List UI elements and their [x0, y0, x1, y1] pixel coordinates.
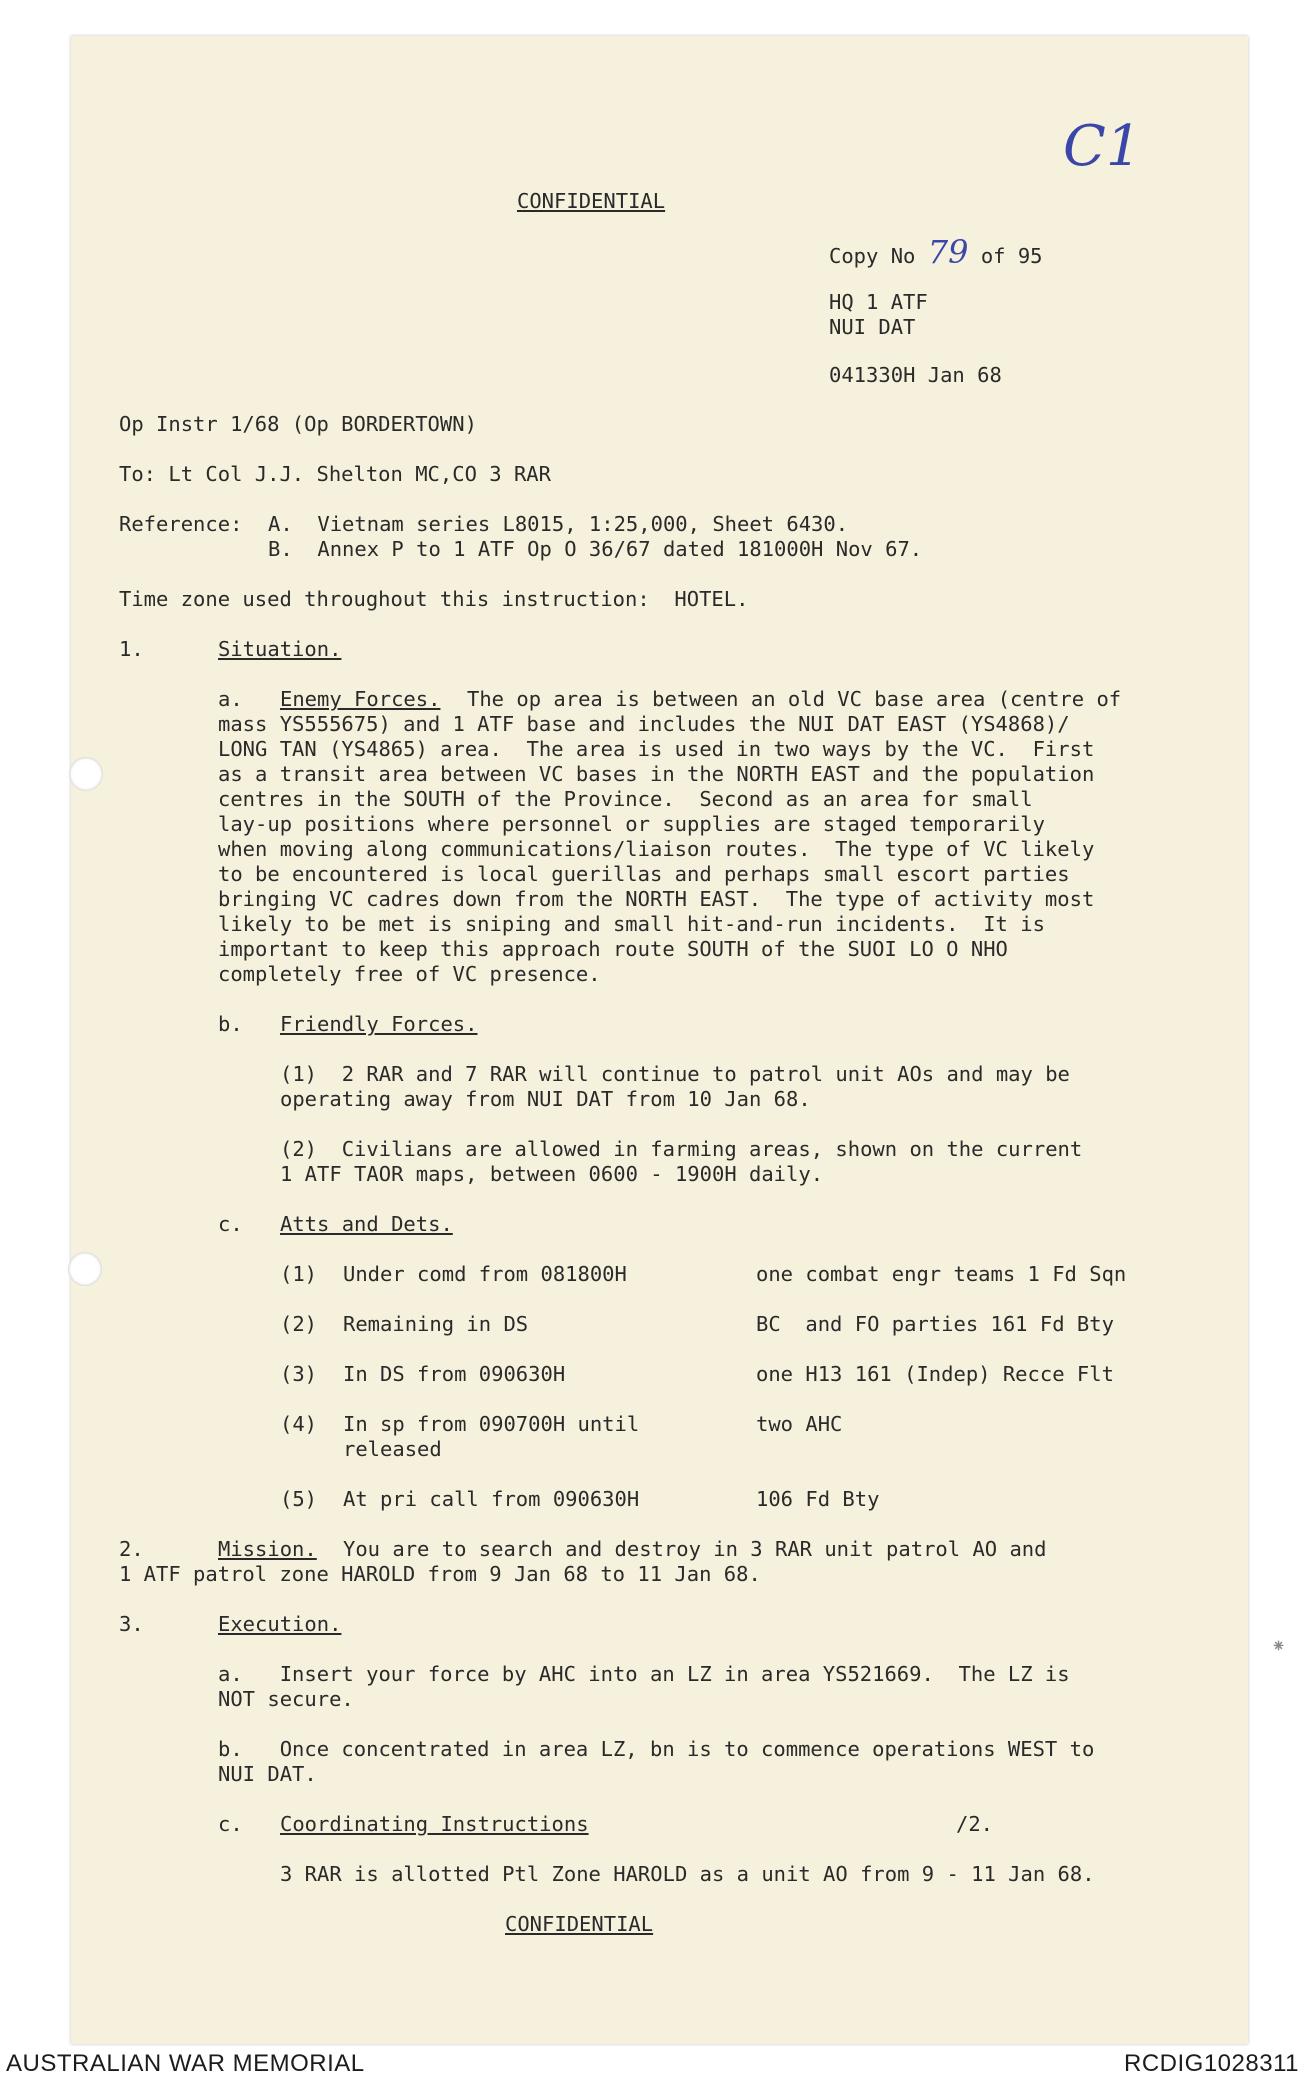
row-value: one combat engr teams 1 Fd Sqn	[756, 1262, 1127, 1286]
row-label: In DS from 090630H	[343, 1362, 566, 1386]
row-value: one H13 161 (Indep) Recce Flt	[756, 1362, 1114, 1386]
punch-hole	[69, 757, 103, 791]
page-continuation: /2.	[956, 1812, 994, 1836]
row-value: BC and FO parties 161 Fd Bty	[756, 1312, 1114, 1336]
para-heading: Friendly Forces.	[280, 1012, 478, 1036]
time-zone: Time zone used throughout this instruction: HOTEL.	[119, 587, 749, 611]
classification-bottom: CONFIDENTIAL	[505, 1912, 654, 1936]
para-heading: Atts and Dets.	[280, 1212, 453, 1236]
para-line: lay-up positions where personnel or supplies are staged temporarily	[218, 812, 1045, 836]
section-heading: Execution.	[218, 1612, 342, 1636]
para-letter: a.	[218, 687, 243, 711]
para-line: (2) Civilians are allowed in farming areas, shown on the current	[280, 1137, 1083, 1161]
para-line: 1 ATF TAOR maps, between 0600 - 1900H daily.	[280, 1162, 824, 1186]
classification-top: CONFIDENTIAL	[517, 189, 666, 213]
row-value: two AHC	[756, 1412, 843, 1436]
dtg: 041330H Jan 68	[829, 363, 1002, 387]
row-number: (3)	[280, 1362, 318, 1386]
para-heading: Coordinating Instructions	[280, 1812, 589, 1836]
document-title: Op Instr 1/68 (Op BORDERTOWN)	[119, 412, 477, 436]
para-line: to be encountered is local guerillas and perhaps small escort parties	[218, 862, 1070, 886]
para-line: when moving along communications/liaison routes. The type of VC likely	[218, 837, 1095, 861]
para-line: 3 RAR is allotted Ptl Zone HAROLD as a unit AO from 9 - 11 Jan 68.	[280, 1862, 1095, 1886]
addressee: To: Lt Col J.J. Shelton MC,CO 3 RAR	[119, 462, 551, 486]
para-line: a. Insert your force by AHC into an LZ in area YS521669. The LZ is	[218, 1662, 1070, 1686]
reference-a: A. Vietnam series L8015, 1:25,000, Sheet 6430.	[268, 512, 849, 536]
para-line: important to keep this approach route SOUTH of the SUOI LO O NHO	[218, 937, 1008, 961]
row-number: (2)	[280, 1312, 318, 1336]
footer-id: RCDIG1028311	[1124, 2050, 1299, 2077]
row-label: Remaining in DS	[343, 1312, 529, 1336]
handwritten-mark: C1	[1063, 114, 1142, 179]
row-number: (5)	[280, 1487, 318, 1511]
para-line: 1 ATF patrol zone HAROLD from 9 Jan 68 to 11 Jan 68.	[119, 1562, 761, 1586]
para-line: centres in the SOUTH of the Province. Second as an area for small	[218, 787, 1033, 811]
section-number: 2.	[119, 1537, 144, 1561]
reference-label: Reference:	[119, 512, 243, 536]
section-number: 3.	[119, 1612, 144, 1636]
para-line: The op area is between an old VC base area (centre of	[467, 687, 1122, 711]
para-heading: Enemy Forces.	[280, 687, 441, 711]
row-label: At pri call from 090630H	[343, 1487, 640, 1511]
row-label: In sp from 090700H until released	[343, 1412, 640, 1461]
reference-b: B. Annex P to 1 ATF Op O 36/67 dated 181000H Nov 67.	[268, 537, 923, 561]
para-line: as a transit area between VC bases in the NORTH EAST and the population	[218, 762, 1095, 786]
row-value: 106 Fd Bty	[756, 1487, 880, 1511]
location-label: NUI DAT	[829, 315, 916, 339]
section-heading: Mission.	[218, 1537, 317, 1561]
row-label: Under comd from 081800H	[343, 1262, 627, 1286]
para-letter: c.	[218, 1812, 243, 1836]
hq-label: HQ 1 ATF	[829, 290, 928, 314]
smudge-mark: ⁕	[1271, 1636, 1287, 1657]
para-line: (1) 2 RAR and 7 RAR will continue to patrol unit AOs and may be	[280, 1062, 1070, 1086]
punch-hole	[68, 1252, 102, 1286]
para-line: NUI DAT.	[218, 1762, 317, 1786]
para-line: b. Once concentrated in area LZ, bn is to commence operations WEST to	[218, 1737, 1095, 1761]
para-line: completely free of VC presence.	[218, 962, 601, 986]
footer-source: AUSTRALIAN WAR MEMORIAL	[6, 2050, 365, 2077]
para-line: mass YS555675) and 1 ATF base and includes the NUI DAT EAST (YS4868)/	[218, 712, 1070, 736]
copy-number: 79	[927, 233, 969, 271]
para-line: operating away from NUI DAT from 10 Jan 68.	[280, 1087, 811, 1111]
para-line: LONG TAN (YS4865) area. The area is used in two ways by the VC. First	[218, 737, 1095, 761]
para-line: NOT secure.	[218, 1687, 354, 1711]
section-number: 1.	[119, 637, 144, 661]
row-number: (1)	[280, 1262, 318, 1286]
copy-line: Copy No 79 of 95	[829, 233, 1043, 271]
para-line: likely to be met is sniping and small hit-and-run incidents. It is	[218, 912, 1045, 936]
row-number: (4)	[280, 1412, 318, 1436]
para-line: bringing VC cadres down from the NORTH EAST. The type of activity most	[218, 887, 1095, 911]
section-heading: Situation.	[218, 637, 342, 661]
para-letter: c.	[218, 1212, 243, 1236]
para-line: You are to search and destroy in 3 RAR unit patrol AO and	[343, 1537, 1047, 1561]
para-letter: b.	[218, 1012, 243, 1036]
